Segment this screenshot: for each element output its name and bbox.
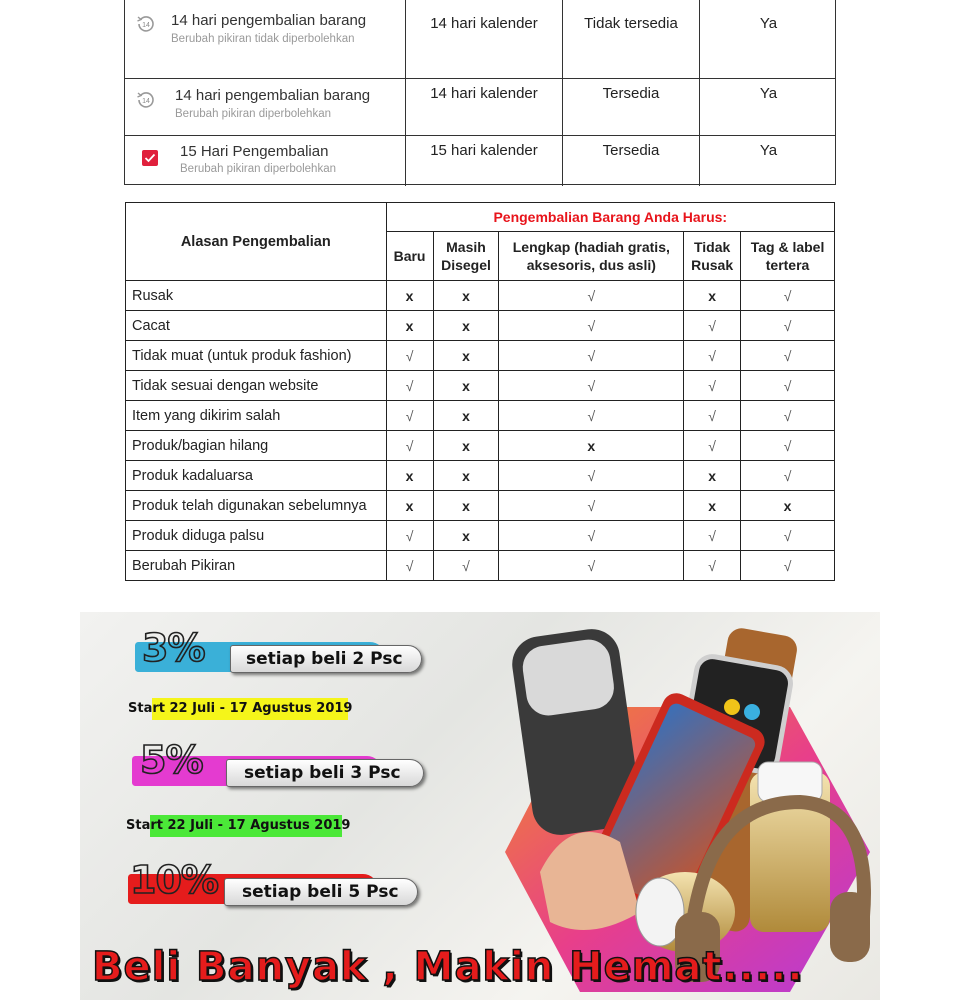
check-mark: √ xyxy=(499,551,684,581)
svg-text:14: 14 xyxy=(142,98,150,105)
reason-cell: Berubah Pikiran xyxy=(126,551,387,581)
check-mark: √ xyxy=(499,521,684,551)
check-mark: √ xyxy=(684,551,741,581)
check-mark: √ xyxy=(741,461,835,491)
discount-10-percent: 10% xyxy=(130,858,218,902)
policy-option xyxy=(125,0,405,78)
discount-10-label: setiap beli 5 Psc xyxy=(242,882,399,902)
reason-cell: Produk/bagian hilang xyxy=(126,431,387,461)
cross-mark: x xyxy=(386,461,433,491)
check-mark: √ xyxy=(433,551,499,581)
policy-title: 14 hari pengembalian barang xyxy=(175,87,371,104)
table-row xyxy=(126,341,835,371)
group-header: Pengembalian Barang Anda Harus: xyxy=(386,203,834,232)
return-policy-table xyxy=(124,0,836,185)
cross-mark: x xyxy=(386,311,433,341)
policy-title: 15 Hari Pengembalian xyxy=(180,143,329,160)
column-header: Lengkap (hadiah gratis, aksesoris, dus asli) xyxy=(499,232,684,281)
return-14-icon xyxy=(135,13,157,35)
check-mark: √ xyxy=(741,431,835,461)
policy-title: 14 hari pengembalian barang xyxy=(171,12,367,29)
return-14-icon xyxy=(135,89,157,111)
policy-period: 14 hari kalender xyxy=(405,0,562,78)
promo-date: Start 22 Juli - 17 Agustus 2019 xyxy=(128,701,353,716)
table-row xyxy=(126,281,835,311)
cross-mark: x xyxy=(433,401,499,431)
policy-row xyxy=(125,0,835,79)
check-mark: √ xyxy=(684,371,741,401)
check-mark: √ xyxy=(741,341,835,371)
policy-row xyxy=(125,79,835,136)
reason-cell: Tidak muat (untuk produk fashion) xyxy=(126,341,387,371)
check-mark: √ xyxy=(684,431,741,461)
promo-slogan: Beli Banyak , Makin Hemat..... xyxy=(92,944,804,990)
check-mark: √ xyxy=(741,521,835,551)
reason-cell: Item yang dikirim salah xyxy=(126,401,387,431)
reason-cell: Produk diduga palsu xyxy=(126,521,387,551)
checkbox-checked-icon xyxy=(141,149,159,167)
reason-header: Alasan Pengembalian xyxy=(126,203,387,281)
cross-mark: x xyxy=(684,461,741,491)
table-row xyxy=(126,461,835,491)
check-mark: √ xyxy=(386,431,433,461)
check-mark: √ xyxy=(684,341,741,371)
policy-change-mind: Tersedia xyxy=(562,79,699,135)
policy-col4: Ya xyxy=(699,136,837,186)
column-header: Masih Disegel xyxy=(433,232,499,281)
cross-mark: x xyxy=(433,311,499,341)
cross-mark: x xyxy=(433,461,499,491)
return-reasons-table xyxy=(125,202,835,581)
check-mark: √ xyxy=(684,311,741,341)
cross-mark: x xyxy=(386,281,433,311)
column-header: Tag & label tertera xyxy=(741,232,835,281)
check-mark: √ xyxy=(499,461,684,491)
table-row xyxy=(126,311,835,341)
discount-3-label: setiap beli 2 Psc xyxy=(246,649,403,669)
check-mark: √ xyxy=(499,281,684,311)
reason-cell: Rusak xyxy=(126,281,387,311)
reason-cell: Cacat xyxy=(126,311,387,341)
cross-mark: x xyxy=(433,431,499,461)
policy-option xyxy=(125,79,405,135)
discount-5-label: setiap beli 3 Psc xyxy=(244,763,401,783)
policy-subtitle: Berubah pikiran diperbolehkan xyxy=(180,163,336,175)
table-row xyxy=(126,431,835,461)
cross-mark: x xyxy=(433,371,499,401)
policy-subtitle: Berubah pikiran diperbolehkan xyxy=(175,108,331,120)
cross-mark: x xyxy=(433,341,499,371)
cross-mark: x xyxy=(741,491,835,521)
cross-mark: x xyxy=(433,281,499,311)
cross-mark: x xyxy=(499,431,684,461)
table-row xyxy=(126,401,835,431)
table-row xyxy=(126,491,835,521)
promo-date: Start 22 Juli - 17 Agustus 2019 xyxy=(126,818,351,833)
policy-row xyxy=(125,136,835,186)
policy-col4: Ya xyxy=(699,79,837,135)
check-mark: √ xyxy=(386,401,433,431)
check-mark: √ xyxy=(684,401,741,431)
policy-change-mind: Tersedia xyxy=(562,136,699,186)
reason-cell: Produk telah digunakan sebelumnya xyxy=(126,491,387,521)
check-mark: √ xyxy=(684,521,741,551)
promo-banner xyxy=(80,612,880,1000)
check-mark: √ xyxy=(741,401,835,431)
check-mark: √ xyxy=(499,371,684,401)
svg-text:14: 14 xyxy=(142,22,150,29)
cross-mark: x xyxy=(433,491,499,521)
cross-mark: x xyxy=(433,521,499,551)
product-collage-image xyxy=(500,612,880,1000)
column-header: Tidak Rusak xyxy=(684,232,741,281)
check-mark: √ xyxy=(741,551,835,581)
policy-col4: Ya xyxy=(699,0,837,78)
table-row xyxy=(126,371,835,401)
cross-mark: x xyxy=(386,491,433,521)
reason-cell: Tidak sesuai dengan website xyxy=(126,371,387,401)
policy-change-mind: Tidak tersedia xyxy=(562,0,699,78)
policy-subtitle: Berubah pikiran tidak diperbolehkan xyxy=(171,33,355,45)
check-mark: √ xyxy=(741,311,835,341)
cross-mark: x xyxy=(684,491,741,521)
check-mark: √ xyxy=(499,491,684,521)
policy-period: 14 hari kalender xyxy=(405,79,562,135)
check-mark: √ xyxy=(386,341,433,371)
check-mark: √ xyxy=(741,371,835,401)
check-mark: √ xyxy=(386,521,433,551)
policy-period: 15 hari kalender xyxy=(405,136,562,186)
check-mark: √ xyxy=(741,281,835,311)
policy-option xyxy=(125,136,405,186)
table-row xyxy=(126,551,835,581)
check-mark: √ xyxy=(499,311,684,341)
check-mark: √ xyxy=(499,341,684,371)
reason-cell: Produk kadaluarsa xyxy=(126,461,387,491)
discount-3-percent: 3% xyxy=(142,626,205,670)
column-header: Baru xyxy=(386,232,433,281)
table-row xyxy=(126,521,835,551)
discount-5-percent: 5% xyxy=(140,738,203,782)
check-mark: √ xyxy=(386,551,433,581)
check-mark: √ xyxy=(499,401,684,431)
cross-mark: x xyxy=(684,281,741,311)
check-mark: √ xyxy=(386,371,433,401)
